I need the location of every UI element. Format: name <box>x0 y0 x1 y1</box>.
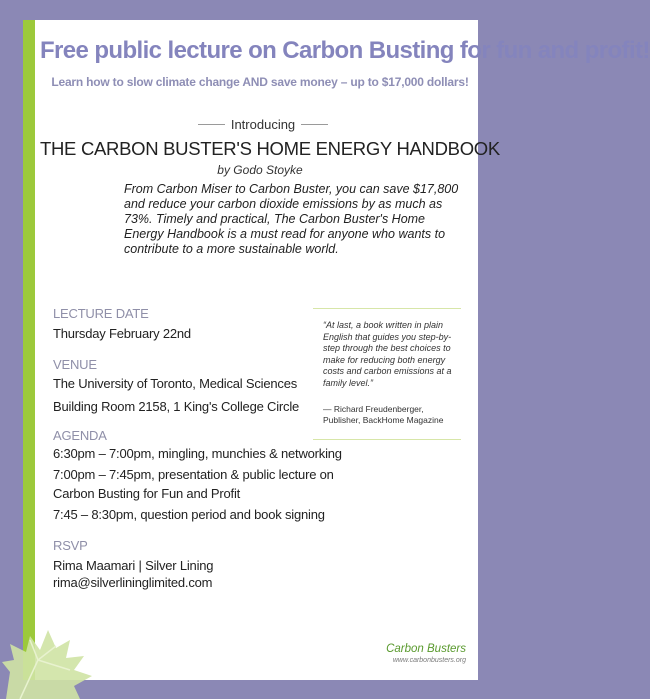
brand-url[interactable]: www.carbonbusters.org <box>392 657 466 664</box>
introducing-row <box>198 116 328 132</box>
divider <box>198 124 225 125</box>
book-title: THE CARBON BUSTER'S HOME ENERGY HANDBOOK <box>40 138 500 159</box>
venue-line: The University of Toronto, Medical Sciences <box>53 376 298 391</box>
rsvp-label: RSVP <box>53 538 88 553</box>
divider <box>313 308 461 309</box>
subhead: Learn how to slow climate change AND save money – up to $17,000 dollars! <box>51 75 469 89</box>
agenda-line: 7:00pm – 7:45pm, presentation & public lecture on <box>53 467 334 482</box>
maple-leaf-icon <box>0 600 120 699</box>
venue-label: VENUE <box>53 357 97 372</box>
testimonial-quote: “At last, a book written in plain English that guides you step-by-step through the best choices to make for reducing both energy costs and carbon emissions at a family level.” <box>323 320 452 388</box>
introducing-label: Introducing <box>230 116 296 132</box>
agenda-line: 7:45 – 8:30pm, question period and book signing <box>53 507 325 522</box>
headline: Free public lecture on Carbon Busting for fun and profit! <box>40 37 650 64</box>
accent-strip <box>23 20 35 680</box>
lecture-date-value: Thursday February 22nd <box>53 326 191 341</box>
venue-line: Building Room 2158, 1 King's College Circle <box>53 399 300 414</box>
testimonial-box <box>313 308 461 440</box>
brand-name: Carbon Busters <box>386 643 466 655</box>
agenda-line: Carbon Busting for Fun and Profit <box>53 486 241 501</box>
testimonial-attribution: — Richard Freudenberger, Publisher, BackHome Magazine <box>323 404 444 425</box>
book-blurb: From Carbon Miser to Carbon Buster, you can save $17,800 and reduce your carbon dioxide emissions by as much as 73%. Timely and practical, The Carbon Buster's Home Energy Handbook is a must read for anyone who wants to contribute to a more sustainable world. <box>124 182 459 256</box>
agenda-label: AGENDA <box>53 428 107 443</box>
author: by Godo Stoyke <box>217 163 303 177</box>
rsvp-email[interactable]: rima@silverlininglimited.com <box>53 575 213 590</box>
divider <box>313 439 461 440</box>
agenda-line: 6:30pm – 7:00pm, mingling, munchies & networking <box>53 446 342 461</box>
rsvp-name: Rima Maamari | Silver Lining <box>53 558 214 573</box>
divider <box>301 124 328 125</box>
lecture-date-label: LECTURE DATE <box>53 306 149 321</box>
